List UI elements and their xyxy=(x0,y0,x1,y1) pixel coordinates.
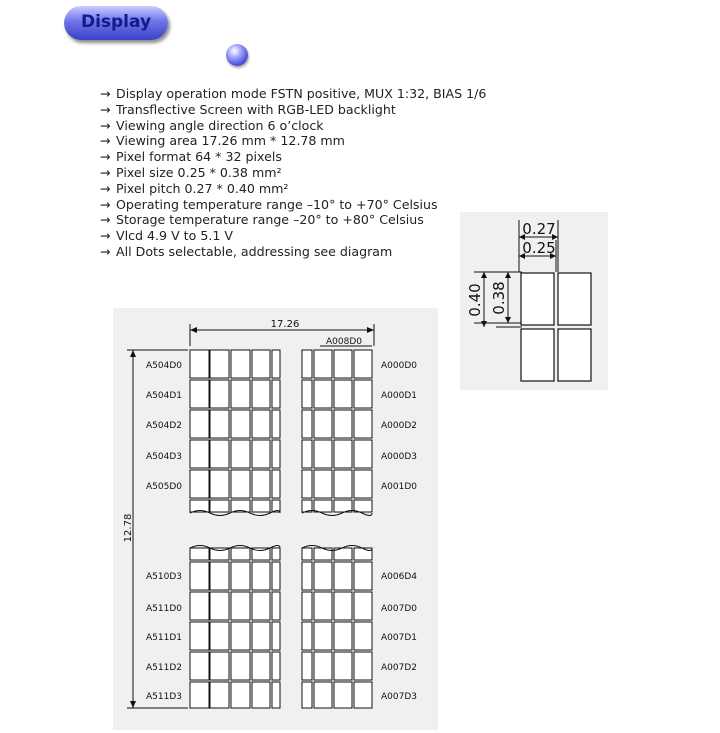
pixel-cell xyxy=(334,440,352,468)
feature-item: → Display operation mode FSTN positive, MUX 1:32, BIAS 1/6 xyxy=(100,86,487,101)
row-address-label: A001D0 xyxy=(381,482,417,492)
pixel-cell xyxy=(302,440,312,468)
pixel-cell xyxy=(314,350,332,378)
row-address-label: A510D3 xyxy=(146,572,182,582)
pixel-cell xyxy=(272,682,280,708)
arrow-icon: → xyxy=(100,228,111,244)
pixel-cell xyxy=(272,652,280,680)
pixel-cell xyxy=(231,350,250,378)
pixel-cell xyxy=(231,440,250,468)
pixel-cell xyxy=(334,652,352,680)
pixel-cell xyxy=(252,350,270,378)
pixel-cell xyxy=(190,562,209,590)
pixel-cell xyxy=(314,440,332,468)
pixel-cell xyxy=(354,500,372,512)
pixel-cell xyxy=(334,410,352,438)
pixel-cell xyxy=(354,470,372,498)
arrow-icon: → xyxy=(100,149,111,165)
pixel-cell xyxy=(210,562,229,590)
pixel-cell xyxy=(354,440,372,468)
pixel-cell xyxy=(190,652,209,680)
pixel-cell xyxy=(190,470,209,498)
pixel-cell xyxy=(252,440,270,468)
pixel-cell xyxy=(302,470,312,498)
pixel-cell xyxy=(302,652,312,680)
pixel-cell xyxy=(252,622,270,650)
pixel-cell xyxy=(302,380,312,408)
pixel-cell xyxy=(314,548,332,560)
viewing-width-label: 17.26 xyxy=(270,319,300,330)
arrow-icon: → xyxy=(100,133,111,149)
pixel-cell xyxy=(334,682,352,708)
pixel-cell xyxy=(210,622,229,650)
row-address-label: A511D0 xyxy=(146,604,182,614)
pixel-pitch-x-label: 0.27 xyxy=(522,220,556,238)
pixel-cell xyxy=(190,622,209,650)
pixel-cell xyxy=(314,380,332,408)
pixel-cell xyxy=(334,470,352,498)
pixel-cell xyxy=(314,592,332,620)
pixel-cell xyxy=(231,410,250,438)
pixel-cell xyxy=(314,622,332,650)
row-address-label: A504D1 xyxy=(146,391,182,401)
pixel-cell xyxy=(210,470,229,498)
pixel-cell xyxy=(334,622,352,650)
pixel-cell xyxy=(334,592,352,620)
pixel-cell xyxy=(231,592,250,620)
pixel-cell xyxy=(334,350,352,378)
row-address-label: A000D2 xyxy=(381,421,417,431)
row-address-label: A000D3 xyxy=(381,452,417,462)
feature-item: → Storage temperature range –20° to +80° Celsius xyxy=(100,212,424,228)
pixel-cell xyxy=(190,548,209,560)
pixel-cell xyxy=(302,622,312,650)
pixel-cell xyxy=(190,682,209,708)
pixel-cell xyxy=(231,380,250,408)
arrow-icon: → xyxy=(100,101,111,117)
pixel-cell xyxy=(231,470,250,498)
feature-item: → Viewing area 17.26 mm * 12.78 mm xyxy=(100,133,345,149)
feature-item: → Pixel pitch 0.27 * 0.40 mm² xyxy=(100,180,289,196)
viewing-height-label: 12.78 xyxy=(123,513,134,543)
row-address-label: A504D2 xyxy=(146,421,182,431)
arrow-icon: → xyxy=(100,86,111,101)
pixel-cell xyxy=(314,652,332,680)
pixel-cell xyxy=(302,548,312,560)
pixel-cell xyxy=(272,622,280,650)
pixel-cell xyxy=(334,562,352,590)
pixel-cell xyxy=(210,500,229,512)
pixel-cell xyxy=(302,592,312,620)
arrow-icon: → xyxy=(100,243,111,259)
pixel-cell xyxy=(314,470,332,498)
row-address-label: A511D1 xyxy=(146,633,182,643)
pixel-cell xyxy=(272,592,280,620)
feature-item: → Viewing angle direction 6 o’clock xyxy=(100,117,324,133)
pixel-cell xyxy=(272,380,280,408)
feature-item: → Pixel format 64 * 32 pixels xyxy=(100,149,282,165)
feature-item: → Operating temperature range –10° to +70° Celsius xyxy=(100,196,438,212)
pixel-cell xyxy=(354,562,372,590)
pixel-cell xyxy=(314,410,332,438)
pixel-cell xyxy=(354,548,372,560)
pixel-cell xyxy=(272,410,280,438)
pixel-cell xyxy=(252,410,270,438)
arrow-icon: → xyxy=(100,180,111,196)
pixel-size-y-label: 0.38 xyxy=(490,281,508,315)
pixel-cell xyxy=(302,350,312,378)
pixel-cell xyxy=(272,548,280,560)
pixel-cell xyxy=(210,440,229,468)
pixel-cell xyxy=(272,562,280,590)
row-address-label: A504D3 xyxy=(146,452,182,462)
pixel-cell xyxy=(252,592,270,620)
arrow-icon: → xyxy=(100,212,111,228)
row-address-label: A511D3 xyxy=(146,692,182,702)
pixel-cell xyxy=(272,470,280,498)
pixel-cell xyxy=(302,682,312,708)
pixel-cell xyxy=(252,470,270,498)
pixel-cell xyxy=(314,500,332,512)
row-address-label: A007D2 xyxy=(381,663,417,673)
pixel-cell xyxy=(252,682,270,708)
top-column-address: A008D0 xyxy=(326,337,362,347)
pixel-cell xyxy=(354,652,372,680)
row-address-label: A504D0 xyxy=(146,361,182,371)
pixel-cell xyxy=(190,350,209,378)
pixel-cell xyxy=(302,410,312,438)
pixel-size-x-label: 0.25 xyxy=(522,239,556,257)
row-address-label: A511D2 xyxy=(146,663,182,673)
pixel-cell xyxy=(210,592,229,620)
feature-item: → Vlcd 4.9 V to 5.1 V xyxy=(100,228,233,244)
pixel-cell xyxy=(314,682,332,708)
feature-item: → Transflective Screen with RGB-LED backlight xyxy=(100,101,396,117)
pixel-cell xyxy=(354,592,372,620)
arrow-icon: → xyxy=(100,164,111,180)
pixel-pitch-y-label: 0.40 xyxy=(466,283,484,317)
pixel-cell xyxy=(252,562,270,590)
pixel-cell xyxy=(354,682,372,708)
pixel-cell xyxy=(272,350,280,378)
pixel-cell xyxy=(210,410,229,438)
pixel-cell xyxy=(231,562,250,590)
pixel-cell xyxy=(231,622,250,650)
pixel-cell xyxy=(272,440,280,468)
pixel-cell xyxy=(210,682,229,708)
pixel-cell xyxy=(354,622,372,650)
pixel-cell xyxy=(252,652,270,680)
pixel-cell xyxy=(231,652,250,680)
pixel-cell xyxy=(354,380,372,408)
feature-item: → Pixel size 0.25 * 0.38 mm² xyxy=(100,164,282,180)
section-title: Display xyxy=(80,12,152,32)
pixel-cell xyxy=(354,350,372,378)
pixel-cell xyxy=(210,350,229,378)
pixel-cell xyxy=(334,380,352,408)
row-address-label: A000D0 xyxy=(381,361,417,371)
pixel-cell xyxy=(252,380,270,408)
arrow-icon: → xyxy=(100,117,111,133)
row-address-label: A006D4 xyxy=(381,572,417,582)
pixel-cell xyxy=(190,440,209,468)
pixel-cell xyxy=(190,592,209,620)
pixel-cell xyxy=(210,652,229,680)
pixel-cell xyxy=(190,380,209,408)
pixel-cell xyxy=(210,380,229,408)
pixel-cell xyxy=(231,682,250,708)
pixel-cell xyxy=(231,548,250,560)
pixel-cell xyxy=(354,410,372,438)
row-address-label: A505D0 xyxy=(146,482,182,492)
row-address-label: A007D1 xyxy=(381,633,417,643)
row-address-label: A000D1 xyxy=(381,391,417,401)
row-address-label: A007D3 xyxy=(381,692,417,702)
pixel-cell xyxy=(252,500,270,512)
arrow-icon: → xyxy=(100,196,111,212)
pixel-cell xyxy=(302,562,312,590)
feature-item: → All Dots selectable, addressing see diagram xyxy=(100,243,393,259)
row-address-label: A007D0 xyxy=(381,604,417,614)
pixel-cell xyxy=(314,562,332,590)
pixel-cell xyxy=(190,410,209,438)
